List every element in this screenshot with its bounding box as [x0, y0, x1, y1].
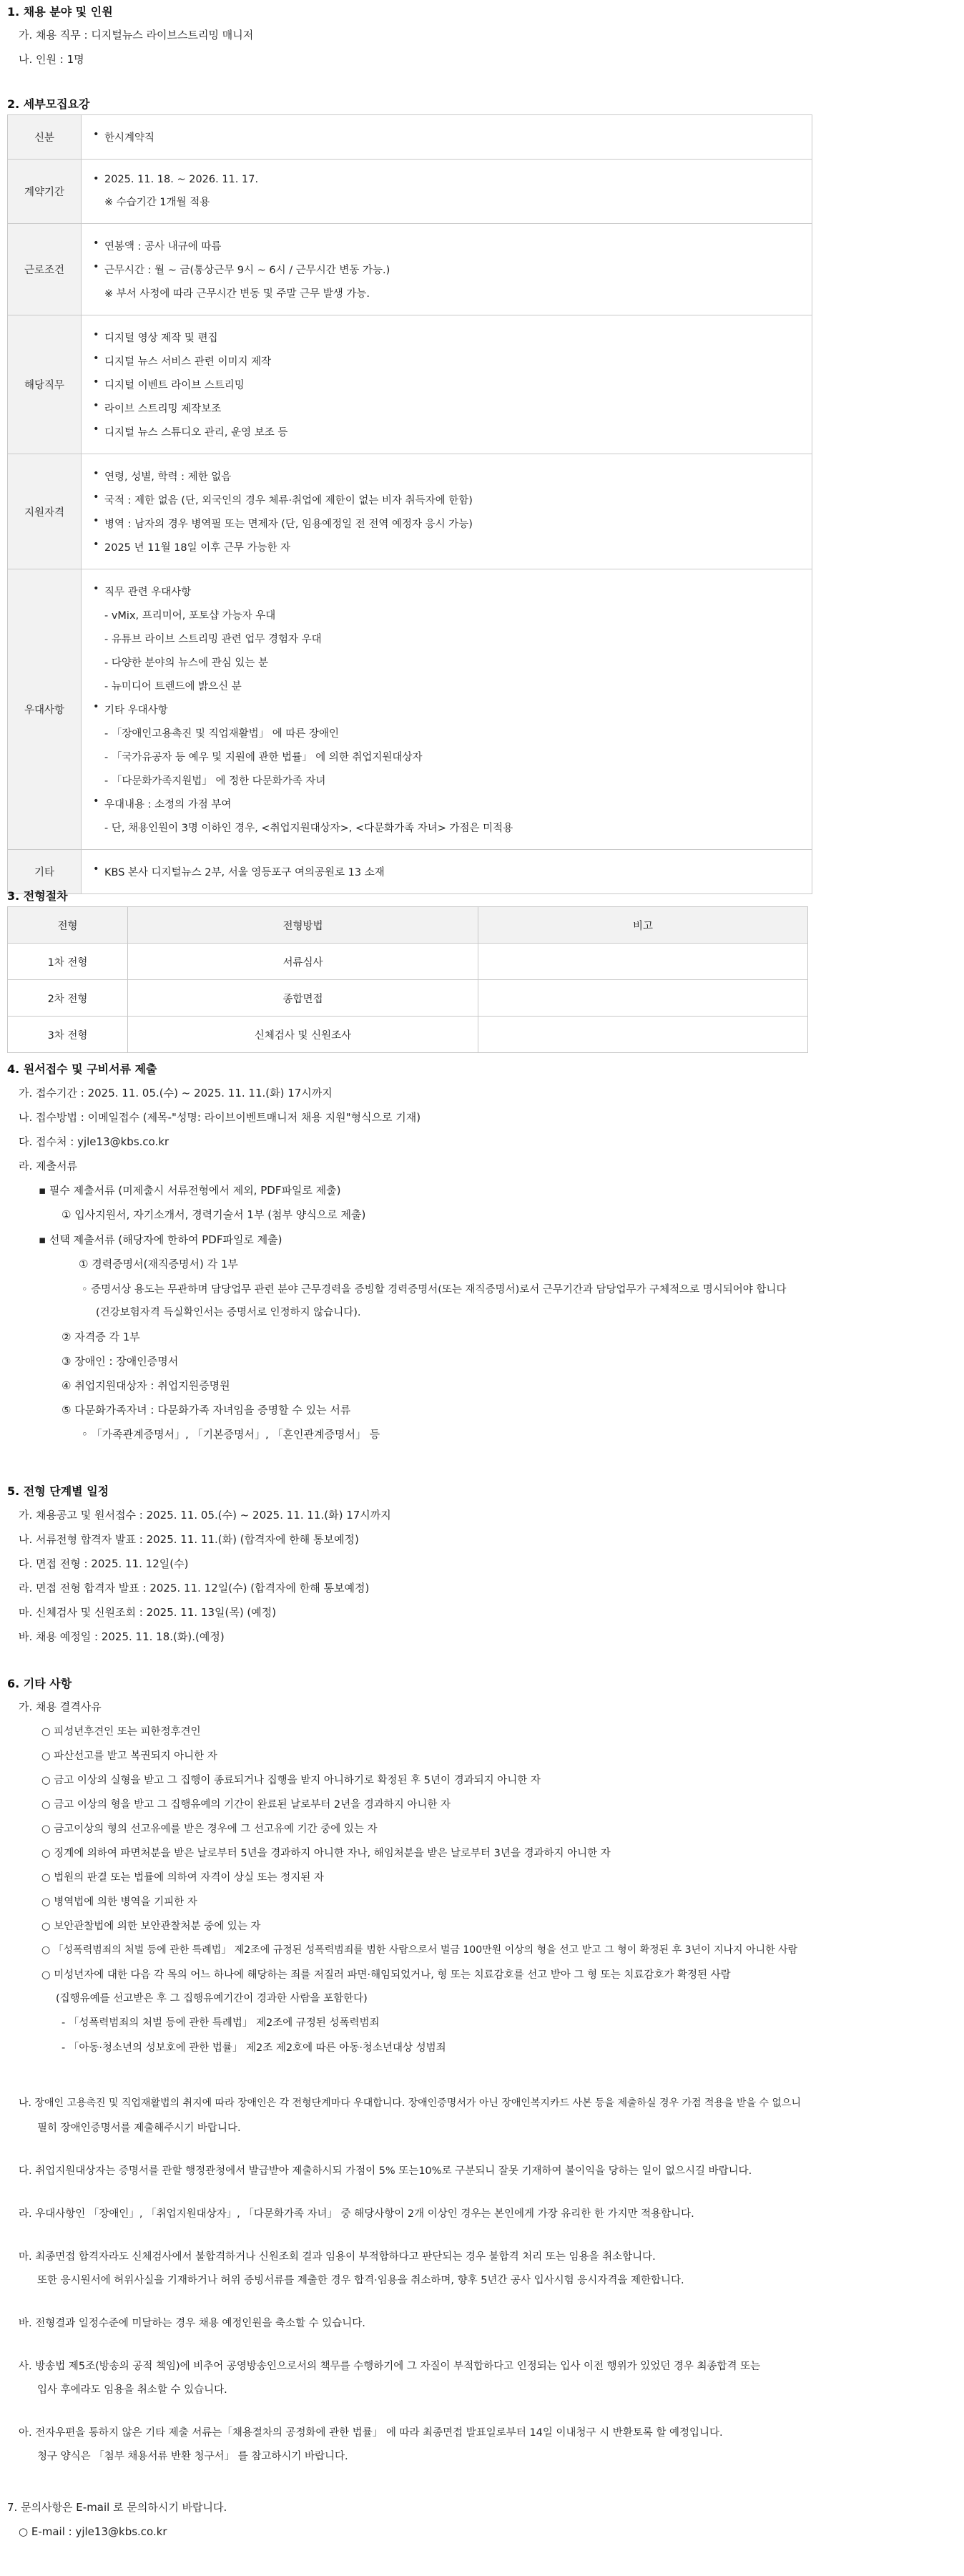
requirement-bullet: • 2025 년 11월 18일 이후 근무 가능한 자 — [90, 535, 800, 559]
requirement-label: 지원자격 — [8, 454, 82, 569]
process-method: 신체검사 및 신원조사 — [128, 1017, 478, 1053]
requirement-subitem: - 뉴미디어 트렌드에 밝으신 분 — [104, 681, 242, 692]
requirement-bullet: • 라이브 스트리밍 제작보조 — [90, 396, 800, 420]
requirement-subitem: - 단, 채용인원이 3명 이하인 경우, <취업지원대상자>, <다문화가족 자녀> 가점은 미적용 — [104, 823, 513, 834]
s4-line: ④ 취업지원대상자 : 취업지원증명원 — [62, 1379, 230, 1392]
requirement-bullet: • 연봉액 : 공사 내규에 따름 — [90, 234, 800, 258]
requirement-label: 계약기간 — [8, 160, 82, 224]
requirement-label: 신분 — [8, 115, 82, 160]
s6-line: ○ 병역법에 의한 병역을 기피한 자 — [41, 1896, 197, 1908]
table-row — [8, 315, 812, 454]
s4-line: ② 자격증 각 1부 — [62, 1331, 140, 1343]
requirement-bullet: • 기타 우대사항 — [90, 697, 800, 721]
process-method: 종합면접 — [128, 980, 478, 1017]
requirement-bullet: • 한시계약직 — [90, 125, 800, 149]
process-note — [478, 944, 808, 980]
requirement-bullet: • 디지털 이벤트 라이브 스트리밍 — [90, 373, 800, 396]
requirement-subitem: - 「장애인고용촉진 및 직업재활법」 에 따른 장애인 — [104, 728, 340, 740]
section-2-title: 2. 세부모집요강 — [7, 97, 90, 111]
table-row — [8, 454, 812, 569]
requirement-bullet: • 디지털 뉴스 서비스 관련 이미지 제작 — [90, 349, 800, 373]
requirement-content — [82, 160, 812, 224]
s6-line: 사. 방송법 제5조(방송의 공적 책임)에 비추어 공영방송인으로서의 책무를 수행하기에 그 자질이 부적합하다고 인정되는 입사 이전 행위가 있었던 경우 최종합격 또는 — [19, 2361, 761, 2372]
s6-line: ○ 「성폭력범죄의 처벌 등에 관한 특례법」 제2조에 규정된 성폭력범죄를 범한 사람으로서 벌금 100만원 이상의 형을 선고 받고 그 형이 확정된 후 3년이 지나지 아니한 사람 — [41, 1944, 798, 1956]
requirement-content — [82, 315, 812, 454]
requirement-bullet: • 국적 : 제한 없음 (단, 외국인의 경우 체류·취업에 제한이 없는 비자 취득자에 한함) — [90, 488, 800, 511]
requirement-bullet: • 2025. 11. 18. ~ 2026. 11. 17. — [90, 170, 800, 190]
process-table — [7, 906, 808, 1053]
s5-line: 바. 채용 예정일 : 2025. 11. 18.(화).(예정) — [19, 1630, 225, 1643]
table-row — [8, 1017, 808, 1053]
s4-line: 가. 접수기간 : 2025. 11. 05.(수) ~ 2025. 11. 11.(화) 17시까지 — [19, 1087, 333, 1100]
requirement-bullet: • KBS 본사 디지털뉴스 2부, 서울 영등포구 여의공원로 13 소재 — [90, 860, 800, 883]
requirement-bullet: • 병역 : 남자의 경우 병역필 또는 면제자 (단, 임용예정일 전 전역 예정자 응시 가능) — [90, 511, 800, 535]
s6-line: ○ 법원의 판결 또는 법률에 의하여 자격이 상실 또는 정지된 자 — [41, 1872, 324, 1884]
s4-line: ◦ 증명서상 용도는 무관하며 담당업무 관련 분야 근무경력을 증빙할 경력증명서(또는 재직증명서)로서 근무기간과 담당업무가 구체적으로 명시되어야 합니다 — [82, 1284, 787, 1296]
s4-line: 라. 제출서류 — [19, 1160, 77, 1172]
requirement-bullet: • 우대내용 : 소정의 가점 부여 — [90, 792, 800, 816]
process-header-stage: 전형 — [8, 907, 128, 944]
s6-line: (집행유예를 선고받은 후 그 집행유예기간이 경과한 사람을 포함한다) — [56, 1993, 368, 2004]
s6-line: ○ 피성년후견인 또는 피한정후견인 — [41, 1726, 201, 1738]
requirement-bullet: • 연령, 성별, 학력 : 제한 없음 — [90, 464, 800, 488]
process-header-note: 비고 — [478, 907, 808, 944]
requirement-label: 근로조건 — [8, 224, 82, 315]
s5-line: 나. 서류전형 합격자 발표 : 2025. 11. 11.(화) (합격자에 한해 통보예정) — [19, 1533, 359, 1546]
requirement-content — [82, 115, 812, 160]
table-row — [8, 115, 812, 160]
section-7-title: 7. 문의사항은 E-mail 로 문의하시기 바랍니다. — [7, 2501, 227, 2514]
process-stage: 1차 전형 — [8, 944, 128, 980]
requirement-subitem: ※ 부서 사정에 따라 근무시간 변동 및 주말 근무 발생 가능. — [104, 288, 370, 300]
table-row — [8, 569, 812, 850]
s6-line: ○ 징계에 의하여 파면처분을 받은 날로부터 5년을 경과하지 아니한 자나, 해임처분을 받은 날로부터 3년을 경과하지 아니한 자 — [41, 1848, 611, 1859]
s6-line: 가. 채용 결격사유 — [19, 1700, 102, 1713]
s6-line: 청구 양식은 「첨부 채용서류 반환 청구서」 를 참고하시기 바랍니다. — [37, 2451, 348, 2462]
requirement-subitem: - 「다문화가족지원법」 에 정한 다문화가족 자녀 — [104, 775, 326, 787]
requirement-subitem: - 「국가유공자 등 예우 및 지원에 관한 법률」 에 의한 취업지원대상자 — [104, 752, 423, 763]
s6-line: 바. 전형결과 일정수준에 미달하는 경우 채용 예정인원을 축소할 수 있습니다. — [19, 2318, 365, 2329]
s6-line: 또한 응시원서에 허위사실을 기재하거나 허위 증빙서류를 제출한 경우 합격·임용을 취소하며, 향후 5년간 공사 입사시험 응시자격을 제한합니다. — [37, 2275, 684, 2286]
requirement-content — [82, 569, 812, 850]
requirements-table — [7, 114, 812, 894]
s4-line: ③ 장애인 : 장애인증명서 — [62, 1355, 179, 1368]
requirement-subitem: ※ 수습기간 1개월 적용 — [104, 197, 210, 208]
s5-line: 가. 채용공고 및 원서접수 : 2025. 11. 05.(수) ~ 2025. 11. 11.(화) 17시까지 — [19, 1509, 391, 1522]
table-row — [8, 224, 812, 315]
s4-line: (건강보험자격 득실확인서는 증명서로 인정하지 않습니다). — [96, 1307, 361, 1318]
section-1-title: 1. 채용 분야 및 인원 — [7, 5, 113, 19]
requirement-bullet: • 직무 관련 우대사항 — [90, 579, 800, 603]
process-note — [478, 980, 808, 1017]
requirement-label: 기타 — [8, 850, 82, 894]
s4-line: ◦ 「가족관계증명서」, 「기본증명서」, 「혼인관계증명서」 등 — [82, 1428, 380, 1441]
s5-line: 다. 면접 전형 : 2025. 11. 12일(수) — [19, 1557, 189, 1570]
s4-line: 다. 접수처 : yjle13@kbs.co.kr — [19, 1135, 169, 1148]
s6-line: ○ 금고 이상의 실형을 받고 그 집행이 종료되거나 집행을 받지 아니하기로 확정된 후 5년이 경과되지 아니한 자 — [41, 1775, 541, 1786]
requirement-label: 해당직무 — [8, 315, 82, 454]
requirement-subitem: - 다양한 분야의 뉴스에 관심 있는 분 — [104, 657, 268, 669]
s5-line: 마. 신체검사 및 신원조회 : 2025. 11. 13일(목) (예정) — [19, 1606, 277, 1619]
s1-item-1: 가. 채용 직무 : 디지털뉴스 라이브스트리밍 매니저 — [19, 29, 254, 41]
s6-line: - 「아동·청소년의 성보호에 관한 법률」 제2조 제2호에 따른 아동·청소년대상 성범죄 — [62, 2042, 446, 2054]
s6-line: ○ 금고 이상의 형을 받고 그 집행유예의 기간이 완료된 날로부터 2년을 경과하지 아니한 자 — [41, 1799, 451, 1811]
requirement-label: 우대사항 — [8, 569, 82, 850]
requirement-subitem: - vMix, 프리미어, 포토샵 가능자 우대 — [104, 610, 276, 622]
process-stage: 3차 전형 — [8, 1017, 128, 1053]
process-method: 서류심사 — [128, 944, 478, 980]
table-row — [8, 980, 808, 1017]
s6-line: ○ 보안관찰법에 의한 보안관찰처분 중에 있는 자 — [41, 1921, 261, 1932]
s6-line: 입사 후에라도 임용을 취소할 수 있습니다. — [37, 2384, 227, 2396]
process-header-method: 전형방법 — [128, 907, 478, 944]
section-3-title: 3. 전형절차 — [7, 889, 68, 903]
s6-line: 다. 취업지원대상자는 증명서를 관할 행정관청에서 발급받아 제출하시되 가점이 5% 또는10%로 구분되니 잘못 기재하여 불이익을 당하는 일이 없으시길 바랍니다. — [19, 2165, 752, 2177]
requirement-bullet: • 근무시간 : 월 ~ 금(통상근무 9시 ~ 6시 / 근무시간 변동 가능.) — [90, 258, 800, 281]
s6-line: ○ 미성년자에 대한 다음 각 목의 어느 하나에 해당하는 죄를 저질러 파면·해임되었거나, 형 또는 치료감호를 선고 받아 그 형 또는 치료감호가 확정된 사람 — [41, 1969, 731, 1981]
s6-line: 필히 장애인증명서를 제출해주시기 바랍니다. — [37, 2122, 241, 2134]
s6-line: ○ 금고이상의 형의 선고유예를 받은 경우에 그 선고유예 기간 중에 있는 자 — [41, 1823, 378, 1835]
s6-line: 아. 전자우편을 통하지 않은 기타 제출 서류는「채용절차의 공정화에 관한 법률」 에 따라 최종면접 발표일로부터 14일 이내청구 시 반환토록 할 예정입니다. — [19, 2427, 723, 2439]
table-row — [8, 944, 808, 980]
s4-line: ⑤ 다문화가족자녀 : 다문화가족 자녀임을 증명할 수 있는 서류 — [62, 1404, 351, 1416]
process-stage: 2차 전형 — [8, 980, 128, 1017]
s6-line: 마. 최종면접 합격자라도 신체검사에서 불합격하거나 신원조회 결과 임용이 부적합하다고 판단되는 경우 불합격 처리 또는 임용을 취소합니다. — [19, 2251, 656, 2263]
requirement-bullet: • 디지털 뉴스 스튜디오 관리, 운영 보조 등 — [90, 420, 800, 444]
table-row — [8, 160, 812, 224]
s6-line: 라. 우대사항인 「장애인」, 「취업지원대상자」, 「다문화가족 자녀」 중 해당사항이 2개 이상인 경우는 본인에게 가장 유리한 한 가지만 적용합니다. — [19, 2208, 694, 2220]
s5-line: 라. 면접 전형 합격자 발표 : 2025. 11. 12일(수) (합격자에 한해 통보예정) — [19, 1582, 370, 1595]
s6-line: ○ 파산선고를 받고 복권되지 아니한 자 — [41, 1750, 217, 1762]
requirement-content — [82, 224, 812, 315]
s4-line: ▪ 선택 제출서류 (해당자에 한하여 PDF파일로 제출) — [39, 1233, 282, 1246]
s4-line: ① 입사지원서, 자기소개서, 경력기술서 1부 (첨부 양식으로 제출) — [62, 1208, 366, 1221]
s4-line: ▪ 필수 제출서류 (미제출시 서류전형에서 제외, PDF파일로 제출) — [39, 1184, 341, 1197]
s1-item-2: 나. 인원 : 1명 — [19, 53, 84, 66]
section-6-title: 6. 기타 사항 — [7, 1677, 72, 1690]
requirement-content — [82, 850, 812, 894]
s4-line: ① 경력증명서(재직증명서) 각 1부 — [79, 1258, 238, 1270]
contact-email: ○ E-mail : yjle13@kbs.co.kr — [19, 2525, 167, 2538]
requirement-subitem: - 유튜브 라이브 스트리밍 관련 업무 경험자 우대 — [104, 634, 322, 645]
s4-line: 나. 접수방법 : 이메일접수 (제목-"성명: 라이브이벤트매니저 채용 지원"형식으로 기재) — [19, 1111, 421, 1124]
table-row — [8, 850, 812, 894]
requirement-bullet: • 디지털 영상 제작 및 편집 — [90, 325, 800, 349]
s6-line: 나. 장애인 고용촉진 및 직업재활법의 취지에 따라 장애인은 각 전형단계마다 우대합니다. 장애인증명서가 아닌 장애인복지카드 사본 등을 제출하실 경우 가점 적용을 받을 수 없으니 — [19, 2097, 802, 2109]
section-5-title: 5. 전형 단계별 일정 — [7, 1484, 109, 1498]
requirement-content — [82, 454, 812, 569]
section-4-title: 4. 원서접수 및 구비서류 제출 — [7, 1062, 157, 1076]
process-note — [478, 1017, 808, 1053]
s6-line: - 「성폭력범죄의 처벌 등에 관한 특례법」 제2조에 규정된 성폭력범죄 — [62, 2017, 380, 2029]
